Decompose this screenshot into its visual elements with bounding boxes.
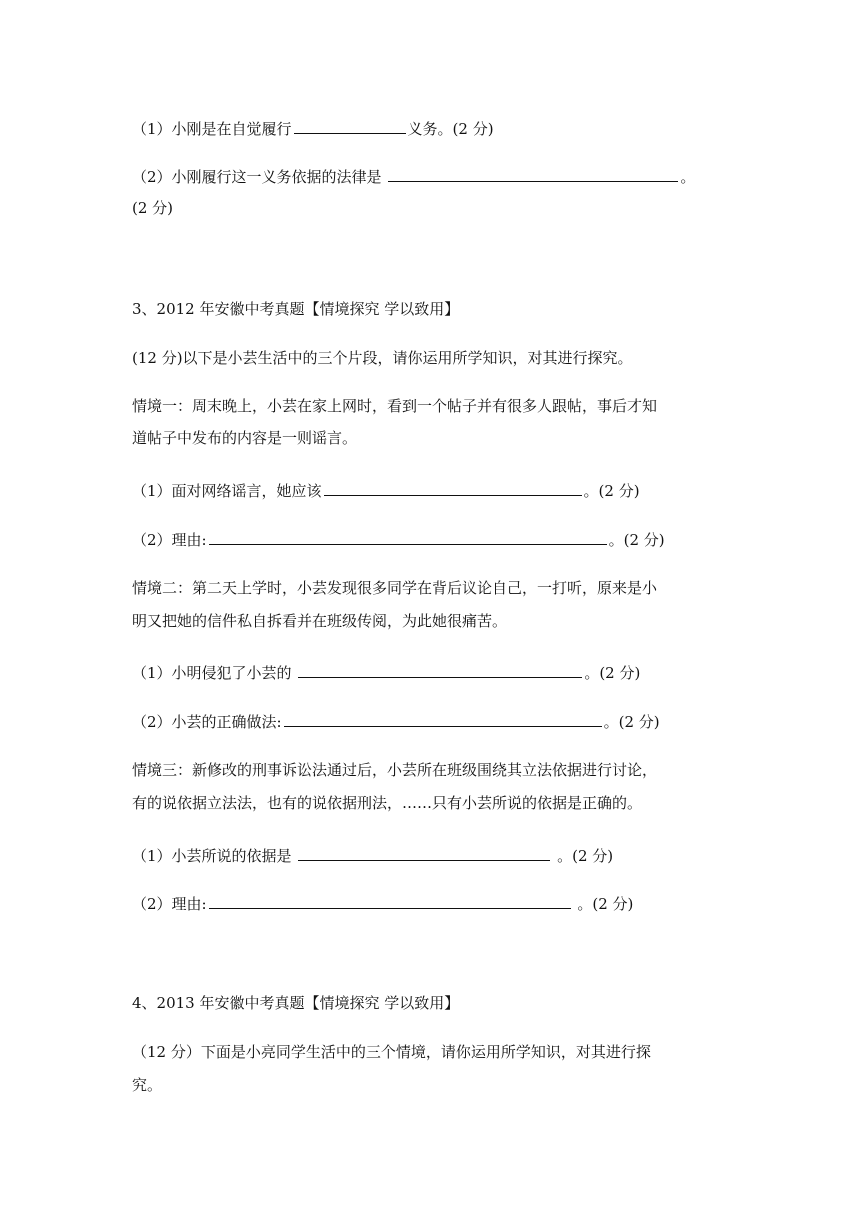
q3-scene3-q1-prefix: （1）小芸所说的依据是 [132,847,297,865]
q3-scene3-q2-suffix: 。(2 分) [572,895,634,913]
answer-blank[interactable] [298,845,550,861]
q4-intro-line1: （12 分）下面是小亮同学生活中的三个情境，请你运用所学知识，对其进行探 [132,1043,651,1061]
q3-scene1-q1 [132,480,640,501]
answer-blank[interactable] [324,480,582,496]
answer-blank[interactable] [388,166,678,182]
answer-blank[interactable] [298,662,582,678]
q3-scene3-q1-suffix: 。(2 分) [552,847,614,865]
q3-heading: 3、2012 年安徽中考真题【情境探究 学以致用】 [132,300,460,318]
q2-item-2-prefix: （2）小刚履行这一义务依据的法律是 [132,168,387,186]
q3-scene3-line2: 有的说依据立法法，也有的说依据刑法，……只有小芸所说的依据是正确的。 [132,794,643,812]
q3-scene1-q2 [132,529,665,550]
q3-scene2-q1 [132,662,640,683]
q3-scene2-q1-suffix: 。(2 分) [584,664,641,682]
q3-scene1-q1-prefix: （1）面对网络谣言，她应该 [132,482,322,500]
q3-scene2-line2: 明又把她的信件私自拆看并在班级传阅，为此她很痛苦。 [132,612,508,630]
q4-heading: 4、2013 年安徽中考真题【情境探究 学以致用】 [132,994,460,1012]
q3-scene2-q2-suffix: 。(2 分) [603,713,660,731]
q3-scene1-line2: 道帖子中发布的内容是一则谣言。 [132,429,358,447]
q3-scene1-line1: 情境一：周末晚上，小芸在家上网时，看到一个帖子并有很多人跟帖，事后才知 [132,397,658,415]
q3-scene1-q2-prefix: （2）理由: [132,531,207,549]
q3-scene3-q1 [132,845,613,866]
answer-blank[interactable] [284,711,602,727]
answer-blank[interactable] [209,529,607,545]
q3-scene2-q2-prefix: （2）小芸的正确做法: [132,713,282,731]
q2-item-2-cont: (2 分) [132,199,174,217]
q4-intro-line2: 究。 [132,1076,163,1094]
q3-scene1-q2-suffix: 。(2 分) [608,531,665,549]
q2-item-1 [132,118,494,139]
q3-scene3-line1: 情境三：新修改的刑事诉讼法通过后，小芸所在班级围绕其立法依据进行讨论， [132,761,658,779]
answer-blank[interactable] [209,893,571,909]
q3-scene1-q1-suffix: 。(2 分) [583,482,640,500]
q3-scene2-line1: 情境二：第二天上学时，小芸发现很多同学在背后议论自己，一打听，原来是小 [132,579,658,597]
q2-item-1-suffix: 义务。(2 分) [407,120,494,138]
q2-item-1-prefix: （1）小刚是在自觉履行 [132,120,292,138]
answer-blank[interactable] [294,118,406,134]
q3-intro: (12 分)以下是小芸生活中的三个片段，请你运用所学知识，对其进行探究。 [132,349,633,367]
q3-scene3-q2-prefix: （2）理由: [132,895,207,913]
q3-scene2-q1-prefix: （1）小明侵犯了小芸的 [132,664,297,682]
q3-scene2-q2 [132,711,660,732]
q3-scene3-q2 [132,893,633,914]
q2-item-2-suffix: 。 [680,168,696,186]
q2-item-2 [132,166,695,187]
